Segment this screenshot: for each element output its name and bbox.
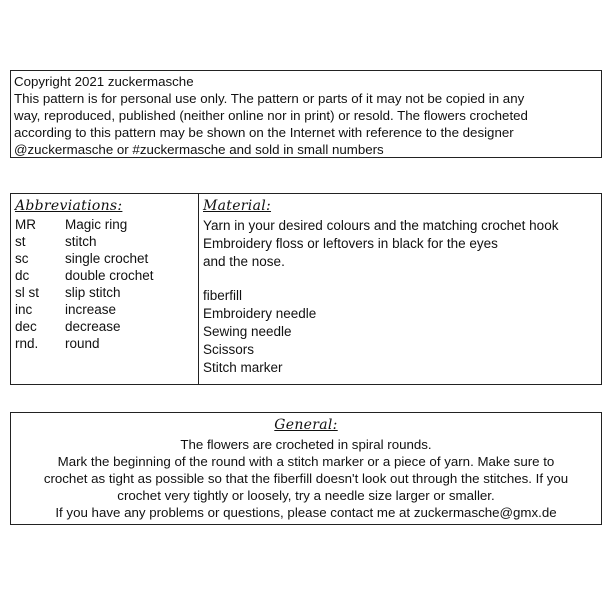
abbreviation-meaning: round xyxy=(65,336,100,351)
abbreviation-row xyxy=(15,267,194,284)
general-line: crochet very tightly or loosely, try a needle size larger or smaller. xyxy=(117,488,495,503)
abbreviation-key: sc xyxy=(15,251,29,266)
abbreviation-key: MR xyxy=(15,217,36,232)
abbreviation-meaning: single crochet xyxy=(65,251,149,266)
abbreviation-row xyxy=(15,284,194,301)
abbreviation-key: dec xyxy=(15,319,37,334)
copyright-line: This pattern is for personal use only. The pattern or parts of it may not be copied in any xyxy=(14,91,525,106)
abbreviation-meaning: stitch xyxy=(65,234,97,249)
material-item: and the nose. xyxy=(203,254,285,269)
material-item: Embroidery needle xyxy=(203,306,317,321)
abbreviation-key: inc xyxy=(15,302,33,317)
material-spacer xyxy=(203,271,597,287)
abbreviation-meaning: decrease xyxy=(65,319,121,334)
general-box xyxy=(10,412,602,525)
abbreviation-row xyxy=(15,335,194,352)
abbreviation-key: dc xyxy=(15,268,30,283)
material-column xyxy=(199,194,601,384)
abbreviation-key: st xyxy=(15,234,26,249)
material-heading: Material: xyxy=(203,198,272,214)
abbreviation-row xyxy=(15,233,194,250)
general-line: crochet as tight as possible so that the fiberfill doesn't look out through the stitches. If you xyxy=(43,471,569,486)
abbreviation-key: rnd. xyxy=(15,336,39,351)
material-item: Sewing needle xyxy=(203,324,292,339)
copyright-title: Copyright 2021 zuckermasche xyxy=(14,74,194,89)
abbreviation-meaning: Magic ring xyxy=(65,217,128,232)
abbreviations-heading: Abbreviations: xyxy=(15,198,123,214)
abbreviations-column xyxy=(11,194,199,384)
copyright-line: @zuckermasche or #zuckermasche and sold in small numbers xyxy=(14,142,384,157)
abbreviation-meaning: slip stitch xyxy=(65,285,121,300)
general-line: The flowers are crocheted in spiral rounds. xyxy=(180,437,432,452)
general-line: Mark the beginning of the round with a stitch marker or a piece of yarn. Make sure to xyxy=(57,454,555,469)
abbreviation-row xyxy=(15,318,194,335)
abbreviation-meaning: increase xyxy=(65,302,117,317)
copyright-line: according to this pattern may be shown on the Internet with reference to the designer xyxy=(14,125,514,140)
abbreviation-row xyxy=(15,301,194,318)
abbreviation-meaning: double crochet xyxy=(65,268,154,283)
material-item: Embroidery floss or leftovers in black for the eyes xyxy=(203,236,498,251)
abbreviation-row xyxy=(15,250,194,267)
material-item: Stitch marker xyxy=(203,360,283,375)
abbreviations-material-table xyxy=(10,193,602,385)
material-item: Scissors xyxy=(203,342,255,357)
copyright-line: way, reproduced, published (neither online nor in print) or resold. The flowers crocheted xyxy=(14,108,528,123)
material-item: Yarn in your desired colours and the matching crochet hook xyxy=(203,218,559,233)
abbreviation-key: sl st xyxy=(15,285,40,300)
material-item: fiberfill xyxy=(203,288,243,303)
abbreviation-row xyxy=(15,216,194,233)
general-heading: General: xyxy=(274,417,338,433)
copyright-box xyxy=(10,70,602,158)
general-line: If you have any problems or questions, please contact me at zuckermasche@gmx.de xyxy=(55,505,557,520)
